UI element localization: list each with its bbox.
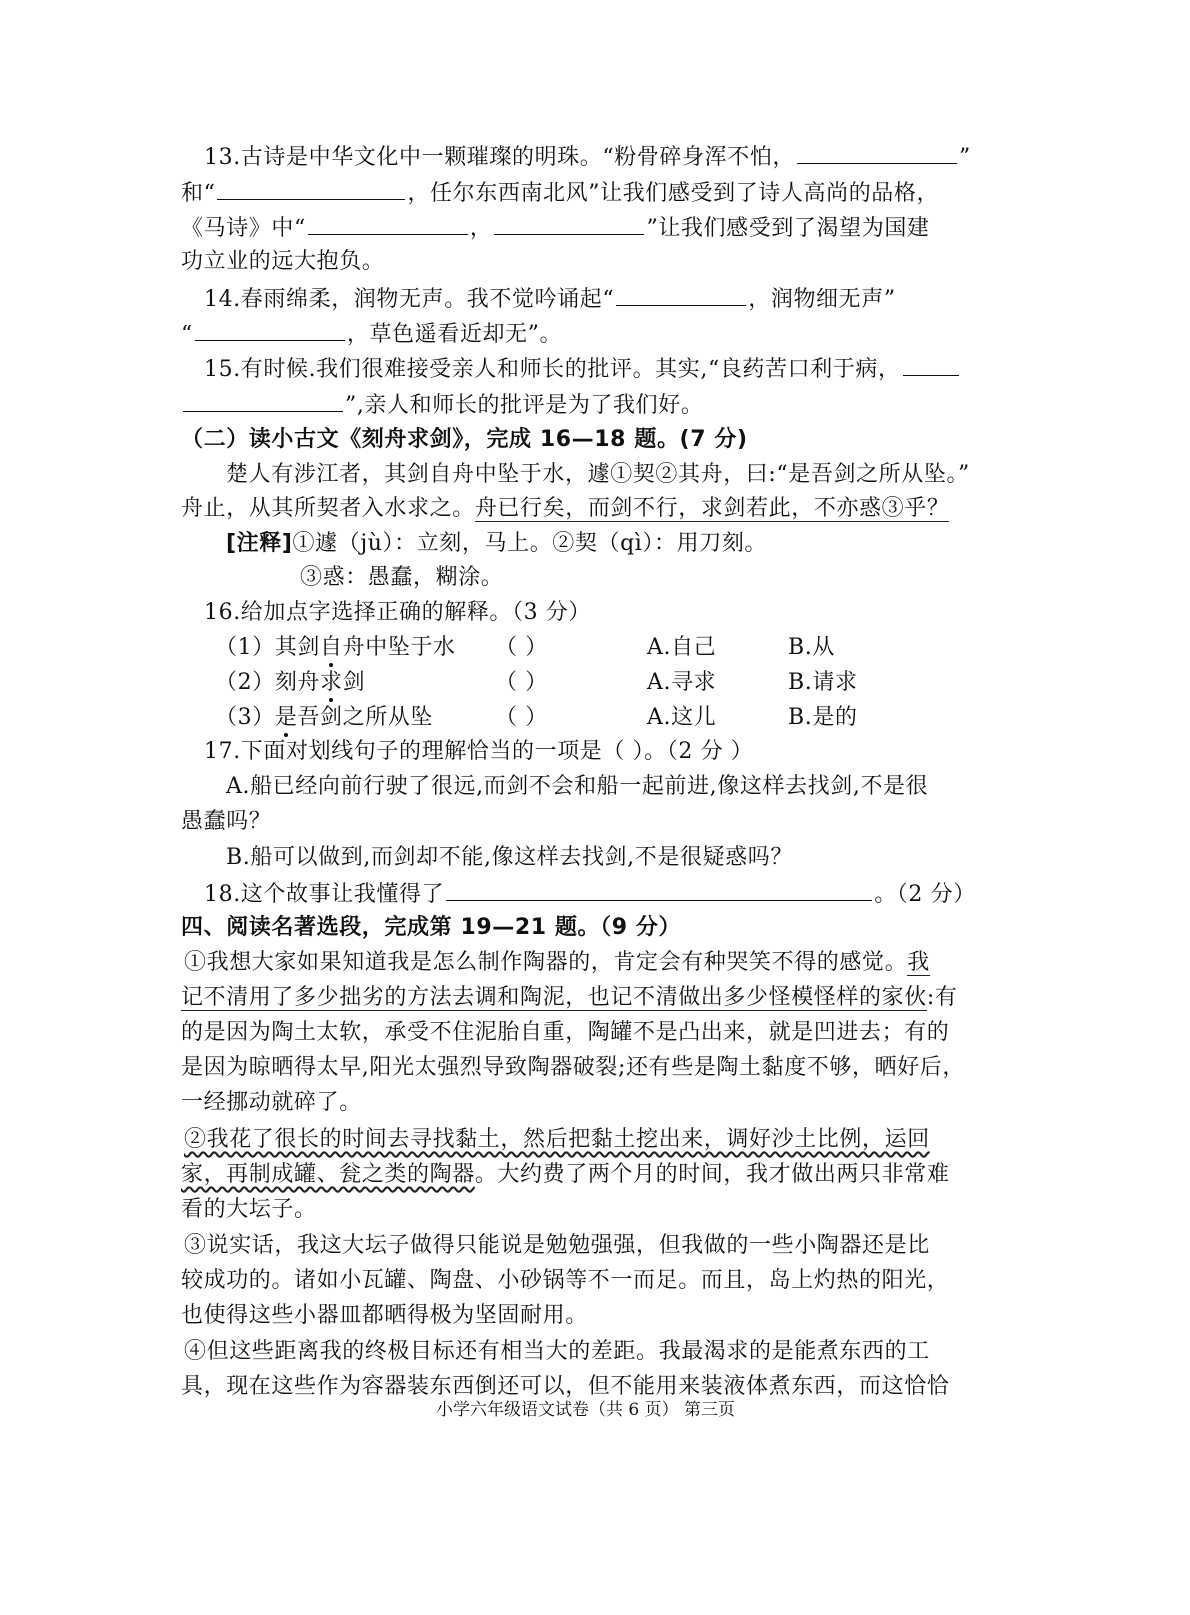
q13-line-3	[181, 212, 930, 244]
para-1-line-4: 是因为晾晒得太早,阳光太强烈导致陶器破裂;还有些是陶土黏度不够，晒好后，	[181, 1055, 966, 1080]
note-label: [注释]	[226, 531, 293, 556]
underlined-sentence: 舟已行矣，而剑不行，求剑若此，不亦惑③乎？	[474, 496, 950, 521]
para-1-line-2	[181, 983, 957, 1013]
para-2-line-1	[184, 1125, 930, 1155]
para-1-line-3: 的是因为陶土太软，承受不住泥胎自重，陶罐不是凸出来，就是凹进去；有的	[181, 1020, 950, 1045]
para-3-line-3: 也使得这些小器皿都晒得极为坚固耐用。	[181, 1303, 588, 1328]
answer-blank[interactable]	[183, 389, 343, 412]
para-text: :有	[926, 985, 958, 1010]
q15-text: 15.有时候.我们很难接受亲人和师长的批评。其实,“良药苦口利于病，	[204, 357, 901, 382]
option-b: B.请求	[788, 670, 858, 695]
q15-line-1	[204, 353, 961, 385]
option-a: A.自己	[647, 635, 717, 660]
answer-paren[interactable]: （ ）	[495, 670, 548, 695]
q14-text: 14.春雨绵柔，润物无声。我不觉吟诵起“	[204, 287, 615, 312]
q16-item-text: （3）是吾剑之所从坠	[215, 705, 434, 730]
para-text: 。大约费了两个月的时间，我才做出两只非常难	[474, 1162, 950, 1187]
answer-blank[interactable]	[217, 177, 405, 200]
answer-paren[interactable]: （ ）	[495, 705, 548, 730]
q18-line	[204, 878, 976, 910]
para-2-line-2	[181, 1160, 949, 1190]
answer-blank[interactable]	[446, 878, 872, 901]
q13-line-2	[181, 177, 939, 209]
q13-text: ”让我们感受到了渴望为国建	[646, 216, 930, 241]
dotted-char: 求	[320, 670, 343, 695]
passage-line-1: 楚人有涉江者，其剑自舟中坠于水，遽①契②其舟，曰:“是吾剑之所从坠。”	[226, 462, 970, 487]
answer-blank[interactable]	[308, 212, 468, 235]
q17-stem: 17.下面对划线句子的理解恰当的一项是（ ）。（2 分 ）	[204, 739, 754, 764]
answer-blank[interactable]	[494, 212, 644, 235]
answer-blank[interactable]	[903, 353, 959, 376]
q13-text: ”	[959, 145, 971, 170]
q17-option-a-line-2: 愚蠢吗？	[181, 809, 272, 834]
para-3-line-2: 较成功的。诸如小瓦罐、陶盘、小砂锅等不一而足。而且，岛上灼热的阳光，	[181, 1268, 950, 1293]
option-b: B.从	[788, 635, 835, 660]
q16-item-1	[215, 633, 975, 663]
q13-text: 《马诗》中“	[181, 216, 306, 241]
option-a: A.这儿	[647, 705, 717, 730]
q17-option-a-line-1: A.船已经向前行驶了很远,而剑不会和船一起前进,像这样去找剑,不是很	[226, 774, 929, 799]
q14-line-1	[204, 283, 896, 315]
answer-paren[interactable]: （ ）	[495, 635, 548, 660]
note-line-1	[226, 529, 767, 559]
wavy-underlined-text: 家，再制成罐、瓮之类的陶器	[181, 1162, 475, 1187]
note-line-2: ③惑：愚蠢，糊涂。	[300, 565, 504, 590]
para-4-line-1: ④但这些距离我的终极目标还有相当大的差距。我最渴求的是能煮东西的工	[184, 1339, 930, 1364]
q13-text: 和“	[181, 181, 216, 206]
q15-line-2	[181, 389, 703, 421]
para-1-line-5: 一经挪动就碎了。	[181, 1090, 362, 1115]
q13-line-1	[204, 141, 971, 173]
option-b: B.是的	[788, 705, 858, 730]
q13-text: ，	[469, 216, 493, 241]
para-3-line-1: ③说实话，我这大坛子做得只能说是勉勉强强，但我做的一些小陶器还是比	[184, 1233, 930, 1258]
q13-text: 13.古诗是中华文化中一颗璀璨的明珠。“粉骨碎身浑不怕，	[204, 145, 796, 170]
para-text: ①我想大家如果知道我是怎么制作陶器的，肯定会有种哭笑不得的感觉。	[184, 950, 908, 975]
q14-text: ，润物细无声”	[748, 287, 896, 312]
q16-item-text: （1）其剑自舟中坠于水	[215, 635, 456, 660]
q18-text: 18.这个故事让我懂得了	[204, 882, 445, 907]
q16-item-text: （2）刻舟求剑	[215, 670, 366, 695]
dotted-char: 是	[274, 705, 298, 730]
answer-blank[interactable]	[195, 318, 345, 341]
note-text: ①遽（jù）：立刻，马上。②契（qì）：用刀刻。	[292, 531, 768, 556]
q18-text: 。（2 分）	[874, 882, 976, 907]
para-1-line-1	[184, 948, 930, 978]
dotted-char: 自	[320, 635, 343, 660]
underlined-text: 我	[907, 950, 930, 975]
wavy-underlined-text: ②我花了很长的时间去寻找黏土，然后把黏土挖出来，调好沙土比例，运回	[184, 1127, 930, 1152]
underlined-text: 记不清用了多少拙劣的方法去调和陶泥，也记不清做出多少怪模怪样的家伙	[181, 985, 927, 1010]
page-footer: 小学六年级语文试卷（共 6 页） 第三页	[436, 1400, 736, 1420]
q14-text: ，草色遥看近却无”。	[346, 322, 563, 347]
q16-item-2	[215, 668, 975, 698]
q14-text: “	[181, 322, 193, 347]
q17-option-b: B.船可以做到,而剑却不能,像这样去找剑,不是很疑惑吗？	[226, 845, 793, 870]
q14-line-2	[181, 318, 562, 350]
answer-blank[interactable]	[616, 283, 746, 306]
para-2-line-3: 看的大坛子。	[181, 1197, 317, 1222]
answer-blank[interactable]	[797, 141, 957, 164]
q13-line-4: 功立业的远大抱负。	[181, 249, 385, 274]
section-2-heading: （二）读小古文《刻舟求剑》，完成 16—18 题。(7 分)	[181, 427, 748, 452]
option-a: A.寻求	[647, 670, 717, 695]
para-4-line-2: 具，现在这些作为容器装东西倒还可以，但不能用来装液体煮东西，而这恰恰	[181, 1374, 950, 1399]
section-4-heading: 四、阅读名著选段，完成第 19—21 题。（9 分）	[181, 915, 682, 940]
passage-line-2	[181, 494, 949, 524]
q16-item-3	[215, 703, 975, 733]
passage-text: 舟止，从其所契者入水求之。	[181, 496, 475, 521]
q13-text: ，任尔东西南北风”让我们感受到了诗人高尚的品格，	[407, 181, 940, 206]
q16-stem: 16.给加点字选择正确的解释。（3 分）	[204, 600, 591, 625]
q15-text: ”,亲人和师长的批评是为了我们好。	[345, 393, 704, 418]
